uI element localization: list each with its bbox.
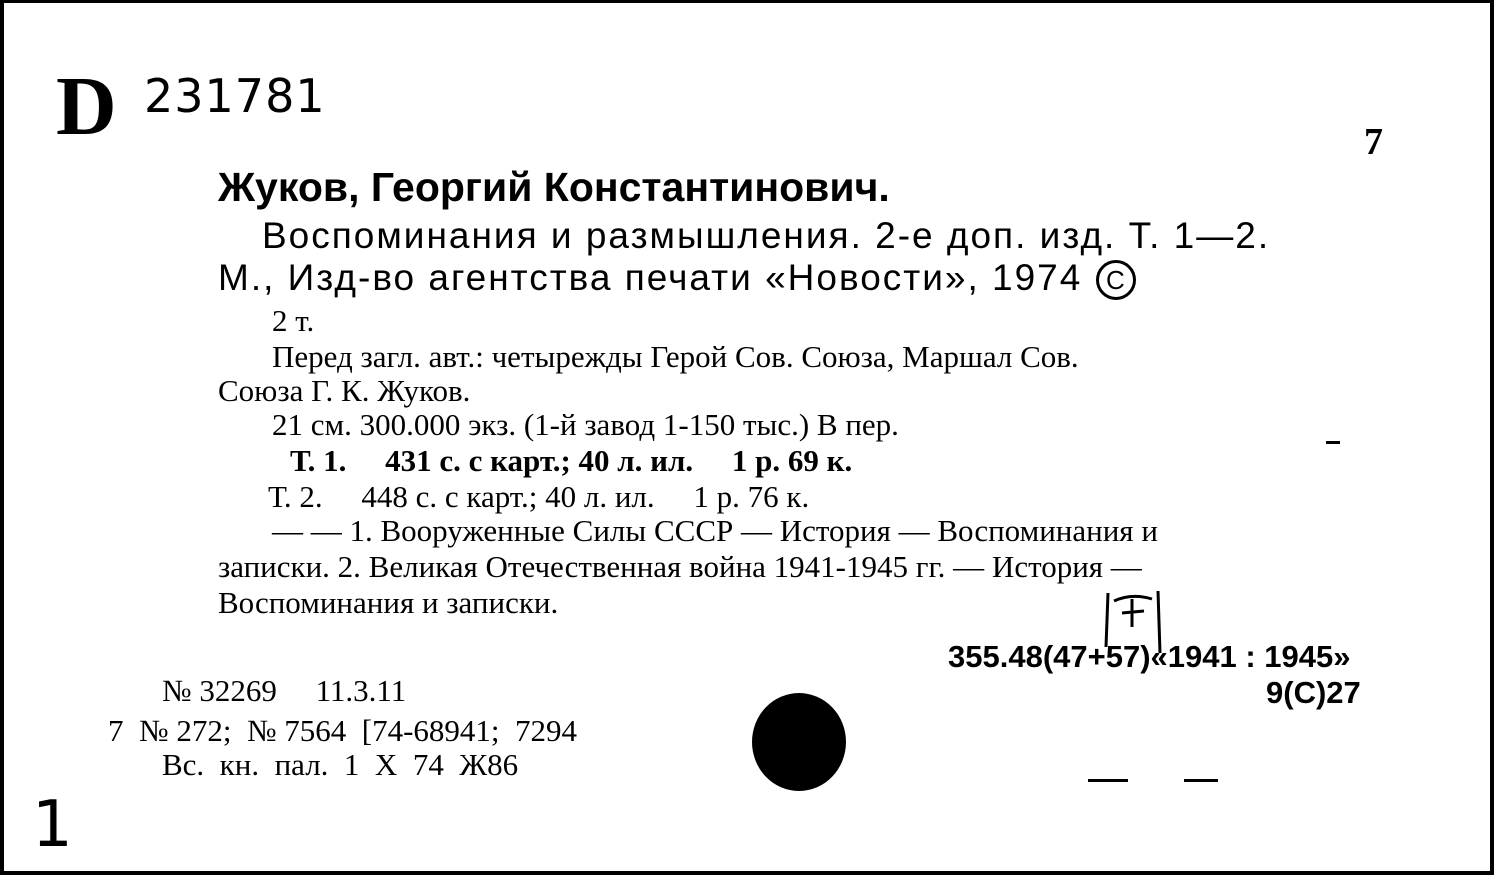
ref-line2: 7 № 272; № 7564 [74-68941; 7294 [108,713,578,748]
copyright-icon: C [1096,260,1136,300]
imprint-line [218,259,1136,300]
divider-dash [1184,779,1218,782]
ref-line3: Вс. кн. пал. 1 Х 74 Ж86 [162,747,519,782]
subject-line1: — — 1. Вооруженные Силы СССР — История — Воспоминания и [272,513,1158,548]
margin-handwritten-number: 1 [32,788,73,862]
subject-line2: записки. 2. Великая Отечественная война 1941-1945 гг. — История — [218,549,1142,584]
call-letter: D [56,60,117,153]
author-heading: Жуков, Георгий Константинович. [218,164,890,210]
divider-dash [1326,441,1340,444]
volume1-description: Т. 1. 431 с. с карт.; 40 л. ил. 1 р. 69 к. [290,443,853,478]
subject-line3: Воспоминания и записки. [218,585,559,620]
volumes-count: 2 т. [272,303,315,338]
classification-bbk: 9(С)27 [1266,675,1361,710]
author-note-line1: Перед загл. авт.: четырежды Герой Сов. Союза, Маршал Сов. [272,339,1079,374]
call-number: 231781 [144,69,326,123]
ref-line1: № 32269 11.3.11 [162,673,407,708]
ink-blot [752,693,846,791]
imprint-text: М., Изд-во агентства печати «Новости», 1974 [218,257,1083,298]
classification-udc: 355.48(47+57)«1941 : 1945» [948,639,1351,674]
divider-dash [1088,779,1128,782]
page-number: 7 [1364,121,1383,163]
volume2-description: Т. 2. 448 с. с карт.; 40 л. ил. 1 р. 76 к. [268,479,810,514]
author-note-line2: Союза Г. К. Жуков. [218,373,471,408]
title-line: Воспоминания и размышления. 2-е доп. изд. Т. 1—2. [262,215,1271,256]
physical-description: 21 см. 300.000 экз. (1-й завод 1-150 тыс.) В пер. [272,407,899,442]
